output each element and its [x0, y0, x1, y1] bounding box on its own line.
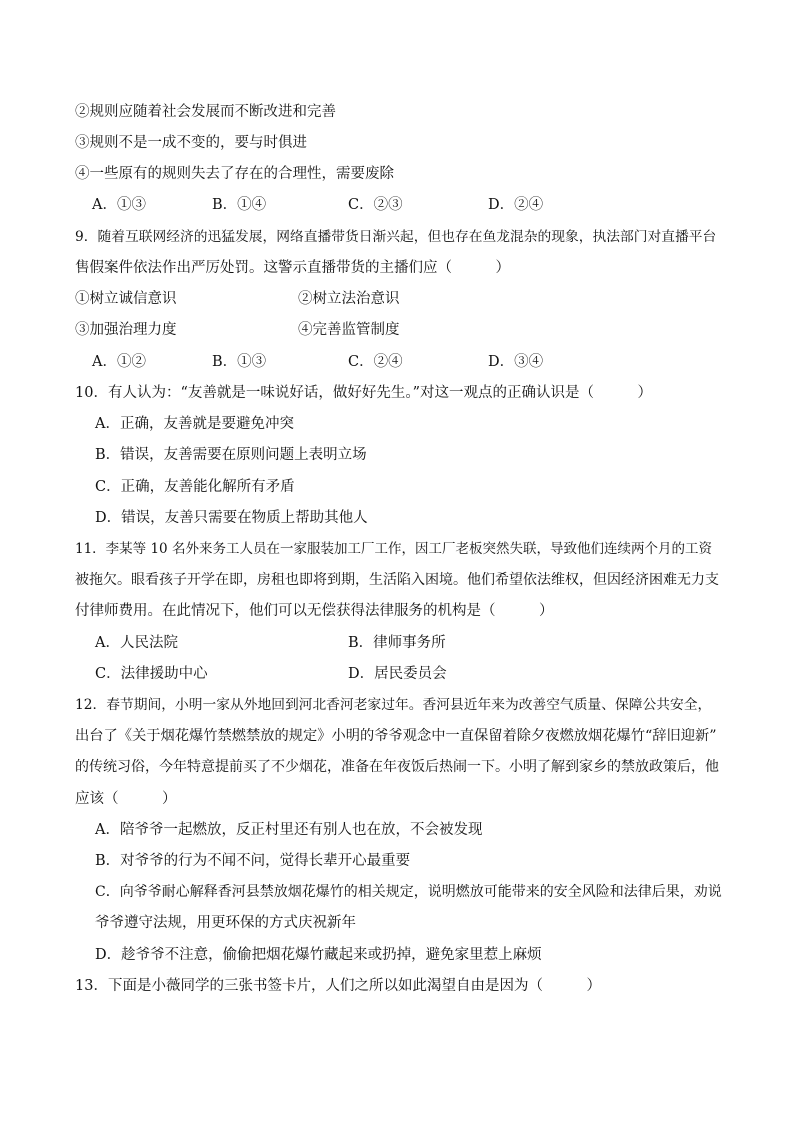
- q11-option-d: D．居民委员会: [348, 666, 447, 682]
- q12-stem-line-3: 的传统习俗，今年特意提前买了不少烟花，准备在年夜饭后热闹一下。小明了解到家乡的禁放政策后，他: [75, 759, 719, 775]
- q8-statement-3: ③规则不是一成不变的，要与时俱进: [75, 135, 307, 151]
- q8-option-a: A．①③: [92, 197, 146, 213]
- q12-option-c-line-2: 爷爷遵守法规，用更环保的方式庆祝新年: [95, 915, 356, 931]
- q10-option-c: C．正确，友善能化解所有矛盾: [95, 479, 295, 495]
- q8-option-c: C．②③: [348, 197, 403, 213]
- q8-option-d: D．②④: [488, 197, 544, 213]
- q9-statement-4: ④完善监管制度: [298, 322, 400, 338]
- q8-statement-4: ④一些原有的规则失去了存在的合理性，需要废除: [75, 166, 394, 182]
- q10-option-a: A．正确，友善就是要避免冲突: [95, 416, 294, 432]
- q12-option-d: D．趁爷爷不注意，偷偷把烟花爆竹藏起来或扔掉，避免家里惹上麻烦: [95, 947, 542, 963]
- q12-stem-line-2: 出台了《关于烟花爆竹禁燃禁放的规定》小明的爷爷观念中一直保留着除夕夜燃放烟花爆竹“辞旧迎新”: [75, 728, 717, 744]
- q9-stem-line-1: 9．随着互联网经济的迅猛发展，网络直播带货日渐兴起，但也存在鱼龙混杂的现象，执法部门对直播平台: [75, 229, 717, 245]
- q11-stem-line-1: 11．李某等 10 名外来务工人员在一家服装加工厂工作，因工厂老板突然失联，导致他们连续两个月的工资: [75, 541, 712, 557]
- q9-stem-line-2: 售假案件依法作出严厉处罚。这警示直播带货的主播们应（ ）: [75, 260, 510, 276]
- q9-statement-3: ③加强治理力度: [75, 322, 177, 338]
- q9-statement-1: ①树立诚信意识: [75, 291, 177, 307]
- q11-option-a: A．人民法院: [95, 635, 178, 651]
- q8-statement-2: ②规则应随着社会发展而不断改进和完善: [75, 104, 336, 120]
- q9-option-c: C．②④: [348, 354, 403, 370]
- q9-option-a: A．①②: [92, 354, 146, 370]
- q11-option-b: B．律师事务所: [348, 635, 446, 651]
- q10-option-d: D．错误，友善只需要在物质上帮助其他人: [95, 510, 368, 526]
- q12-option-b: B．对爷爷的行为不闻不问，觉得长辈开心最重要: [95, 853, 411, 869]
- q10-option-b: B．错误，友善需要在原则问题上表明立场: [95, 447, 367, 463]
- q13-stem: 13．下面是小薇同学的三张书签卡片，人们之所以如此渴望自由是因为（ ）: [75, 978, 601, 994]
- q9-statement-2: ②树立法治意识: [298, 291, 400, 307]
- q12-stem-line-1: 12．春节期间，小明一家从外地回到河北香河老家过年。香河县近年来为改善空气质量、保障公共安全，: [75, 697, 712, 713]
- q11-option-c: C．法律援助中心: [95, 666, 208, 682]
- q9-option-d: D．③④: [488, 354, 544, 370]
- q11-stem-line-3: 付律师费用。在此情况下，他们可以无偿获得法律服务的机构是（ ）: [75, 603, 554, 619]
- q9-option-b: B．①③: [212, 354, 267, 370]
- q12-option-c-line-1: C．向爷爷耐心解释香河县禁放烟花爆竹的相关规定，说明燃放可能带来的安全风险和法律后果，劝说: [95, 884, 722, 900]
- q12-option-a: A．陪爷爷一起燃放，反正村里还有别人也在放，不会被发现: [95, 822, 483, 838]
- q11-stem-line-2: 被拖欠。眼看孩子开学在即，房租也即将到期，生活陷入困境。他们希望依法维权，但因经济困难无力支: [75, 572, 719, 588]
- q10-stem: 10．有人认为：“友善就是一味说好话，做好好先生。”对这一观点的正确认识是（ ）: [75, 385, 653, 401]
- q12-stem-line-4: 应该（ ）: [75, 791, 177, 807]
- q8-option-b: B．①④: [212, 197, 267, 213]
